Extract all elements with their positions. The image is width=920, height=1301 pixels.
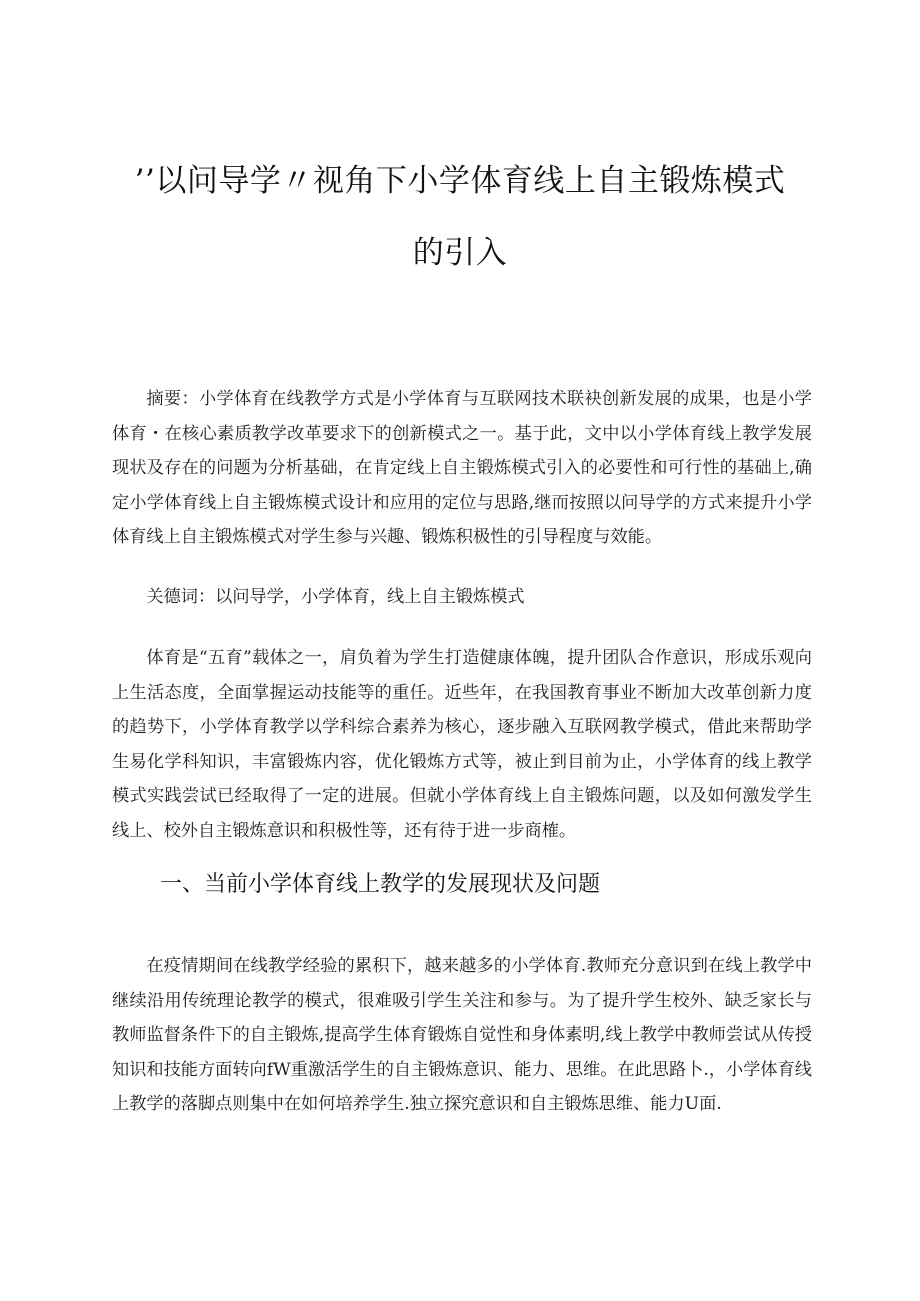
document-title-line-2: 的引入 bbox=[412, 235, 508, 271]
section-1-body: 在疫情期间在线教学经验的累积下，越来越多的小学体育.教师充分意识到在线上教学中继续沿用传统理论教学的模式，很难吸引学生关注和参与。为了提升学生校外、缺乏家长与教师监督条件下的自主锻炼,提高学生体育锻炼自觉性和身体素明,线上教学中教师尝试从传授知识和技能方面转向fW重激活学生的自主锻炼意识、能力、思维。在此思路卜.，小学体育线上教学的落脚点则集中在如何培养学生.独立探究意识和自主锻炼思维、能力U面. bbox=[112, 956, 812, 1115]
section-1-heading: 一、当前小学体育线上教学的发展现状及问题 bbox=[160, 872, 601, 897]
keywords-paragraph: 关德词：以问导学，小学体育，线上自主锻炼模式 bbox=[146, 587, 525, 608]
intro-paragraph: 体育是“五育”载体之一，肩负着为学生打造健康体魄，提升团队合作意识，形成乐观向上生活态度，全面掌握运动技能等的重任。近些年，在我国教育事业不断加大改革创新力度的趋势下，小学体育教学以学科综合素养为核心，逐步融入互联网教学模式，借此来帮助学生易化学科知识，丰富锻炼内容，优化锻炼方式等，被止到目前为止，小学体育的线上教学模式实践尝试已经取得了一定的进展。但就小学体育线上自主锻炼问题，以及如何激发学生线上、校外自主锻炼意识和积极性等，还有待于进一步商榷。 bbox=[112, 648, 812, 841]
document-title-line-1: ’’以问导学〃视角下小学体育线上自主锻炼模式 bbox=[134, 163, 786, 199]
abstract-paragraph: 摘要：小学体育在线教学方式是小学体育与互联网技术联袂创新发展的成果，也是小学体育・在核心素质教学改革要求下的创新模式之一。基于此，文中以小学体育线上教学发展现状及存在的问题为分析基础，在肯定线上自主锻炼模式引入的必要性和可行性的基础上,确定小学体育线上自主锻炼模式设计和应用的定位与思路,继而按照以问导学的方式来提升小学体育线上自主锻炼模式对学生参与兴趣、锻炼积极性的引导程度与效能。 bbox=[112, 389, 812, 548]
